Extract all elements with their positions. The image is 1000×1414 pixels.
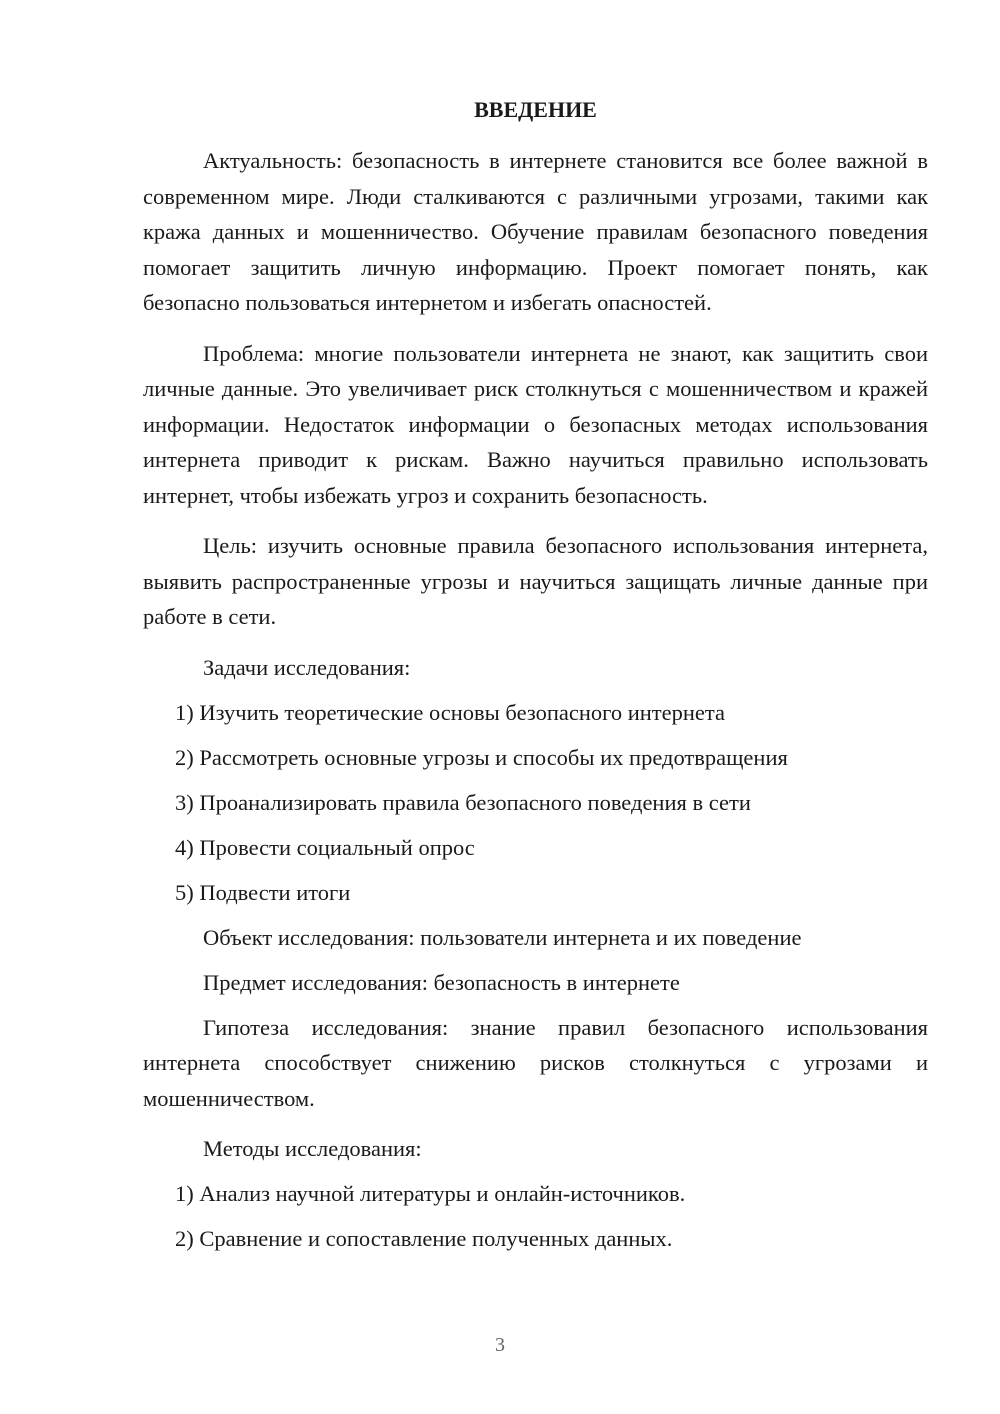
method-item: 1) Анализ научной литературы и онлайн-источников. xyxy=(175,1181,686,1206)
tasks-heading: Задачи исследования: xyxy=(203,654,411,680)
task-item: 5) Подвести итоги xyxy=(175,879,351,905)
task-item: 4) Провести социальный опрос xyxy=(175,834,475,860)
problem-paragraph: Проблема: многие пользователи интернета не знают, как защитить свои личные данные. Это увеличивает риск столкнуться с мошенничеством и кражей информации. Недостаток информации о безопасных методах использования интернета приводит к рискам. Важно научиться правильно использовать интернет, чтобы избежать угроз и сохранить безопасность. xyxy=(143,340,928,508)
task-item: 1) Изучить теоретические основы безопасного интернета xyxy=(175,699,725,725)
research-object: Объект исследования: пользователи интернета и их поведение xyxy=(203,924,802,950)
method-item: 2) Сравнение и сопоставление полученных данных. xyxy=(175,1226,673,1251)
page-number: 3 xyxy=(495,1334,505,1356)
relevance-paragraph: Актуальность: безопасность в интернете становится все более важной в современном мире. Люди сталкиваются с различными угрозами, такими как кража данных и мошенничество. Обучение правилам безопасного поведения помогает защитить личную информацию. Проект помогает понять, как безопасно пользоваться интернетом и избегать опасностей. xyxy=(143,148,928,315)
task-item: 3) Проанализировать правила безопасного поведения в сети xyxy=(175,789,751,815)
page-content xyxy=(143,94,928,1266)
methods-heading: Методы исследования: xyxy=(203,1136,422,1161)
goal-paragraph: Цель: изучить основные правила безопасного использования интернета, выявить распространенные угрозы и научиться защищать личные данные при работе в сети. xyxy=(143,533,928,629)
task-item: 2) Рассмотреть основные угрозы и способы их предотвращения xyxy=(175,744,788,770)
hypothesis-paragraph: Гипотеза исследования: знание правил безопасного использования интернета способствует снижению рисков столкнуться с угрозами и мошенничеством. xyxy=(143,1014,928,1111)
methods-list xyxy=(143,1176,928,1256)
research-subject: Предмет исследования: безопасность в интернете xyxy=(203,969,680,995)
section-title: ВВЕДЕНИЕ xyxy=(474,97,597,122)
tasks-list xyxy=(143,695,928,910)
